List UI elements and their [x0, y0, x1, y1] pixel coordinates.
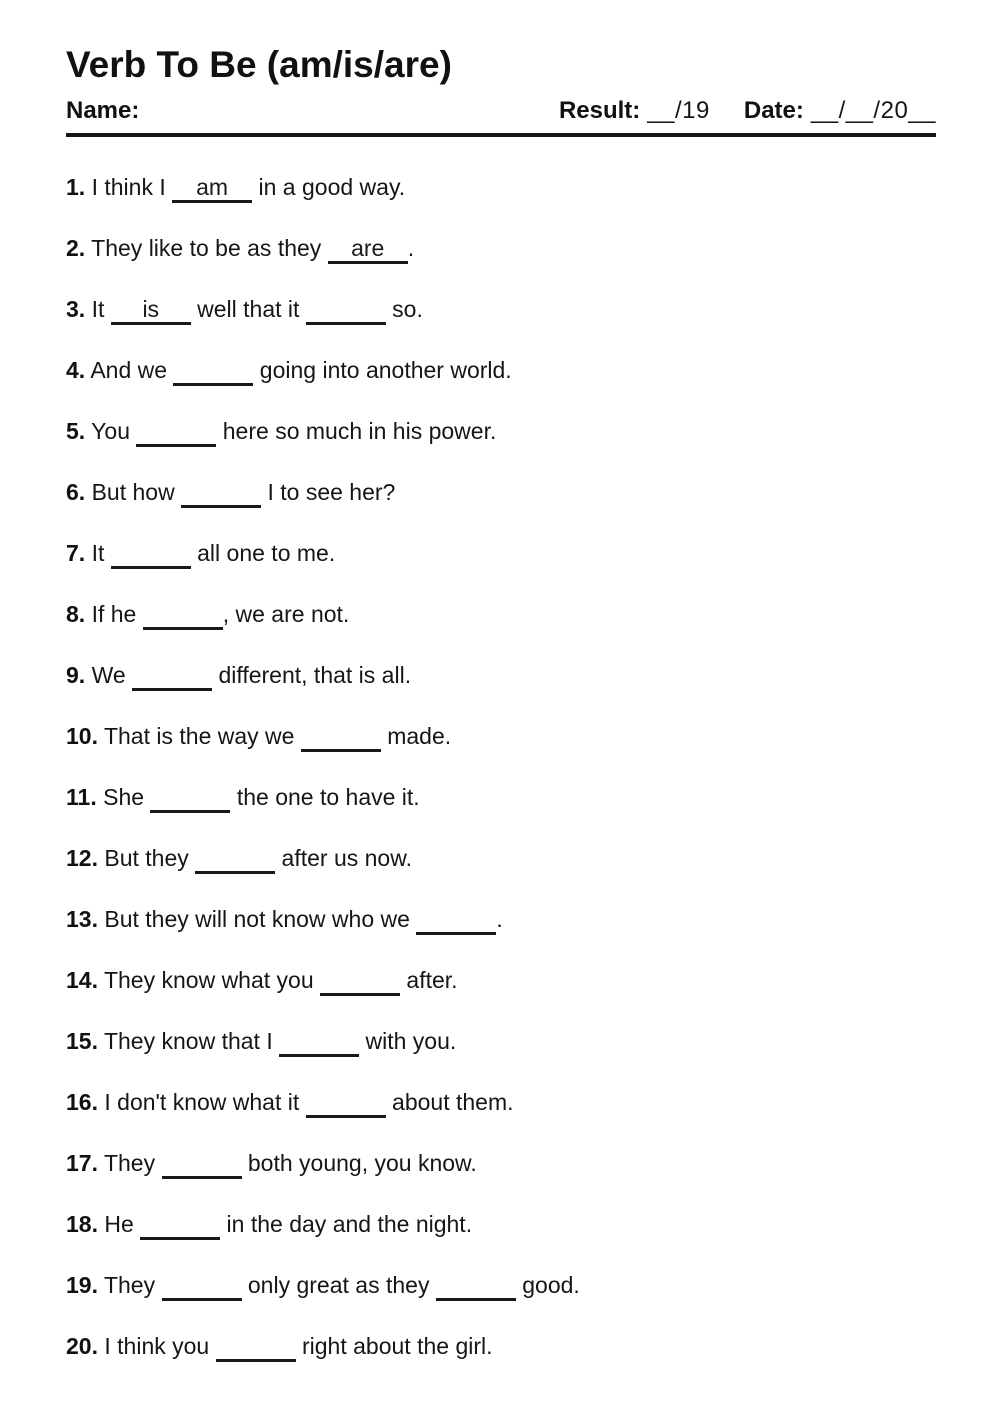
- question-text: about them.: [385, 1089, 514, 1116]
- question-text: different, that is all.: [212, 662, 412, 689]
- answer-blank: [150, 784, 230, 813]
- question-row: [66, 478, 936, 508]
- question-row: [66, 966, 936, 996]
- question-text: made.: [380, 723, 452, 750]
- question-number: 6.: [66, 479, 86, 506]
- question-text: the one to have it.: [230, 784, 420, 811]
- question-row: [66, 722, 936, 752]
- answer-blank: [132, 662, 212, 691]
- question-row: [66, 1332, 936, 1362]
- header-right-group: [559, 98, 936, 124]
- answer-blank: [162, 1272, 242, 1301]
- question-row: [66, 783, 936, 813]
- question-text: after.: [400, 967, 458, 994]
- question-row: [66, 1027, 936, 1057]
- question-row: [66, 1149, 936, 1179]
- date-field: [744, 98, 936, 124]
- date-label: Date:: [743, 96, 804, 124]
- question-row: [66, 905, 936, 935]
- question-text: , we are not.: [222, 601, 350, 628]
- answer-blank: [136, 418, 216, 447]
- answer-blank-filled: am: [172, 174, 252, 203]
- question-number: 7.: [66, 540, 86, 567]
- question-text: I to see her?: [261, 479, 396, 506]
- question-text: .: [496, 906, 503, 933]
- question-number: 16.: [66, 1089, 98, 1116]
- answer-blank: [111, 540, 191, 569]
- question-text: all one to me.: [190, 540, 336, 567]
- answer-blank: [436, 1272, 516, 1301]
- question-text: so.: [385, 296, 423, 323]
- answer-blank: [301, 723, 381, 752]
- question-text: It: [91, 296, 111, 323]
- answer-blank: [279, 1028, 359, 1057]
- question-number: 11.: [66, 784, 97, 811]
- question-text: But how: [91, 479, 182, 506]
- question-number: 10.: [66, 723, 98, 750]
- question-text: She: [103, 784, 151, 811]
- answer-blank: [416, 906, 496, 935]
- question-text: But they: [104, 845, 196, 872]
- answer-blank: [306, 296, 386, 325]
- question-text: They know that I: [103, 1028, 280, 1055]
- question-text: They: [103, 1272, 162, 1299]
- question-row: [66, 234, 936, 264]
- answer-blank: [181, 479, 261, 508]
- header-row: [66, 98, 936, 124]
- question-number: 19.: [66, 1272, 98, 1299]
- question-text: in the day and the night.: [220, 1211, 473, 1238]
- answer-blank: [320, 967, 400, 996]
- result-label: Result:: [558, 96, 641, 124]
- answer-blank: [216, 1333, 296, 1362]
- question-list: [66, 173, 936, 1362]
- question-row: [66, 600, 936, 630]
- question-row: [66, 173, 936, 203]
- question-number: 20.: [66, 1333, 98, 1360]
- question-row: [66, 356, 936, 386]
- answer-blank: [143, 601, 223, 630]
- answer-blank: [306, 1089, 386, 1118]
- question-text: They: [103, 1150, 162, 1177]
- question-text: They know what you: [103, 967, 321, 994]
- question-text: It: [91, 540, 111, 567]
- name-label: Name:: [66, 96, 140, 124]
- question-text: after us now.: [275, 845, 412, 872]
- question-text: in a good way.: [252, 174, 406, 201]
- question-number: 13.: [66, 906, 98, 933]
- question-number: 2.: [66, 235, 86, 262]
- question-row: [66, 1088, 936, 1118]
- result-field: [559, 98, 710, 124]
- answer-blank: [173, 357, 253, 386]
- result-value: __/19: [647, 96, 710, 124]
- question-text: going into another world.: [253, 357, 512, 384]
- question-text: If he: [91, 601, 143, 628]
- question-row: [66, 844, 936, 874]
- answer-blank: [195, 845, 275, 874]
- question-text: I think you: [104, 1333, 216, 1360]
- question-text: That is the way we: [103, 723, 301, 750]
- question-text: good.: [515, 1272, 580, 1299]
- question-row: [66, 295, 936, 325]
- question-text: here so much in his power.: [216, 418, 497, 445]
- answer-blank: [140, 1211, 220, 1240]
- page-title: Verb To Be (am/is/are): [66, 44, 452, 85]
- question-row: [66, 1210, 936, 1240]
- question-number: 14.: [66, 967, 98, 994]
- question-number: 5.: [66, 418, 86, 445]
- question-text: But they will not know who we: [104, 906, 417, 933]
- question-number: 3.: [66, 296, 86, 323]
- question-row: [66, 539, 936, 569]
- question-text: I think I: [91, 174, 173, 201]
- question-text: I don't know what it: [104, 1089, 306, 1116]
- question-text: both young, you know.: [241, 1150, 477, 1177]
- question-row: [66, 1271, 936, 1301]
- question-text: well that it: [190, 296, 306, 323]
- answer-blank-filled: are: [328, 235, 408, 264]
- question-number: 15.: [66, 1028, 98, 1055]
- question-text: only great as they: [241, 1272, 436, 1299]
- question-number: 18.: [66, 1211, 98, 1238]
- question-text: They like to be as they: [91, 235, 328, 262]
- question-text: You: [91, 418, 137, 445]
- question-number: 8.: [66, 601, 86, 628]
- question-text: right about the girl.: [295, 1333, 493, 1360]
- question-number: 1.: [66, 174, 86, 201]
- question-number: 17.: [66, 1150, 98, 1177]
- question-text: .: [407, 235, 415, 262]
- question-text: with you.: [359, 1028, 457, 1055]
- date-value: __/__/20__: [810, 96, 936, 124]
- answer-blank: [162, 1150, 242, 1179]
- header-divider: [66, 133, 936, 137]
- question-text: He: [104, 1211, 141, 1238]
- question-row: [66, 661, 936, 691]
- question-text: And we: [90, 357, 174, 384]
- question-number: 9.: [66, 662, 86, 689]
- question-number: 4.: [66, 357, 86, 384]
- answer-blank-filled: is: [111, 296, 191, 325]
- question-number: 12.: [66, 845, 98, 872]
- question-text: We: [91, 662, 133, 689]
- question-row: [66, 417, 936, 447]
